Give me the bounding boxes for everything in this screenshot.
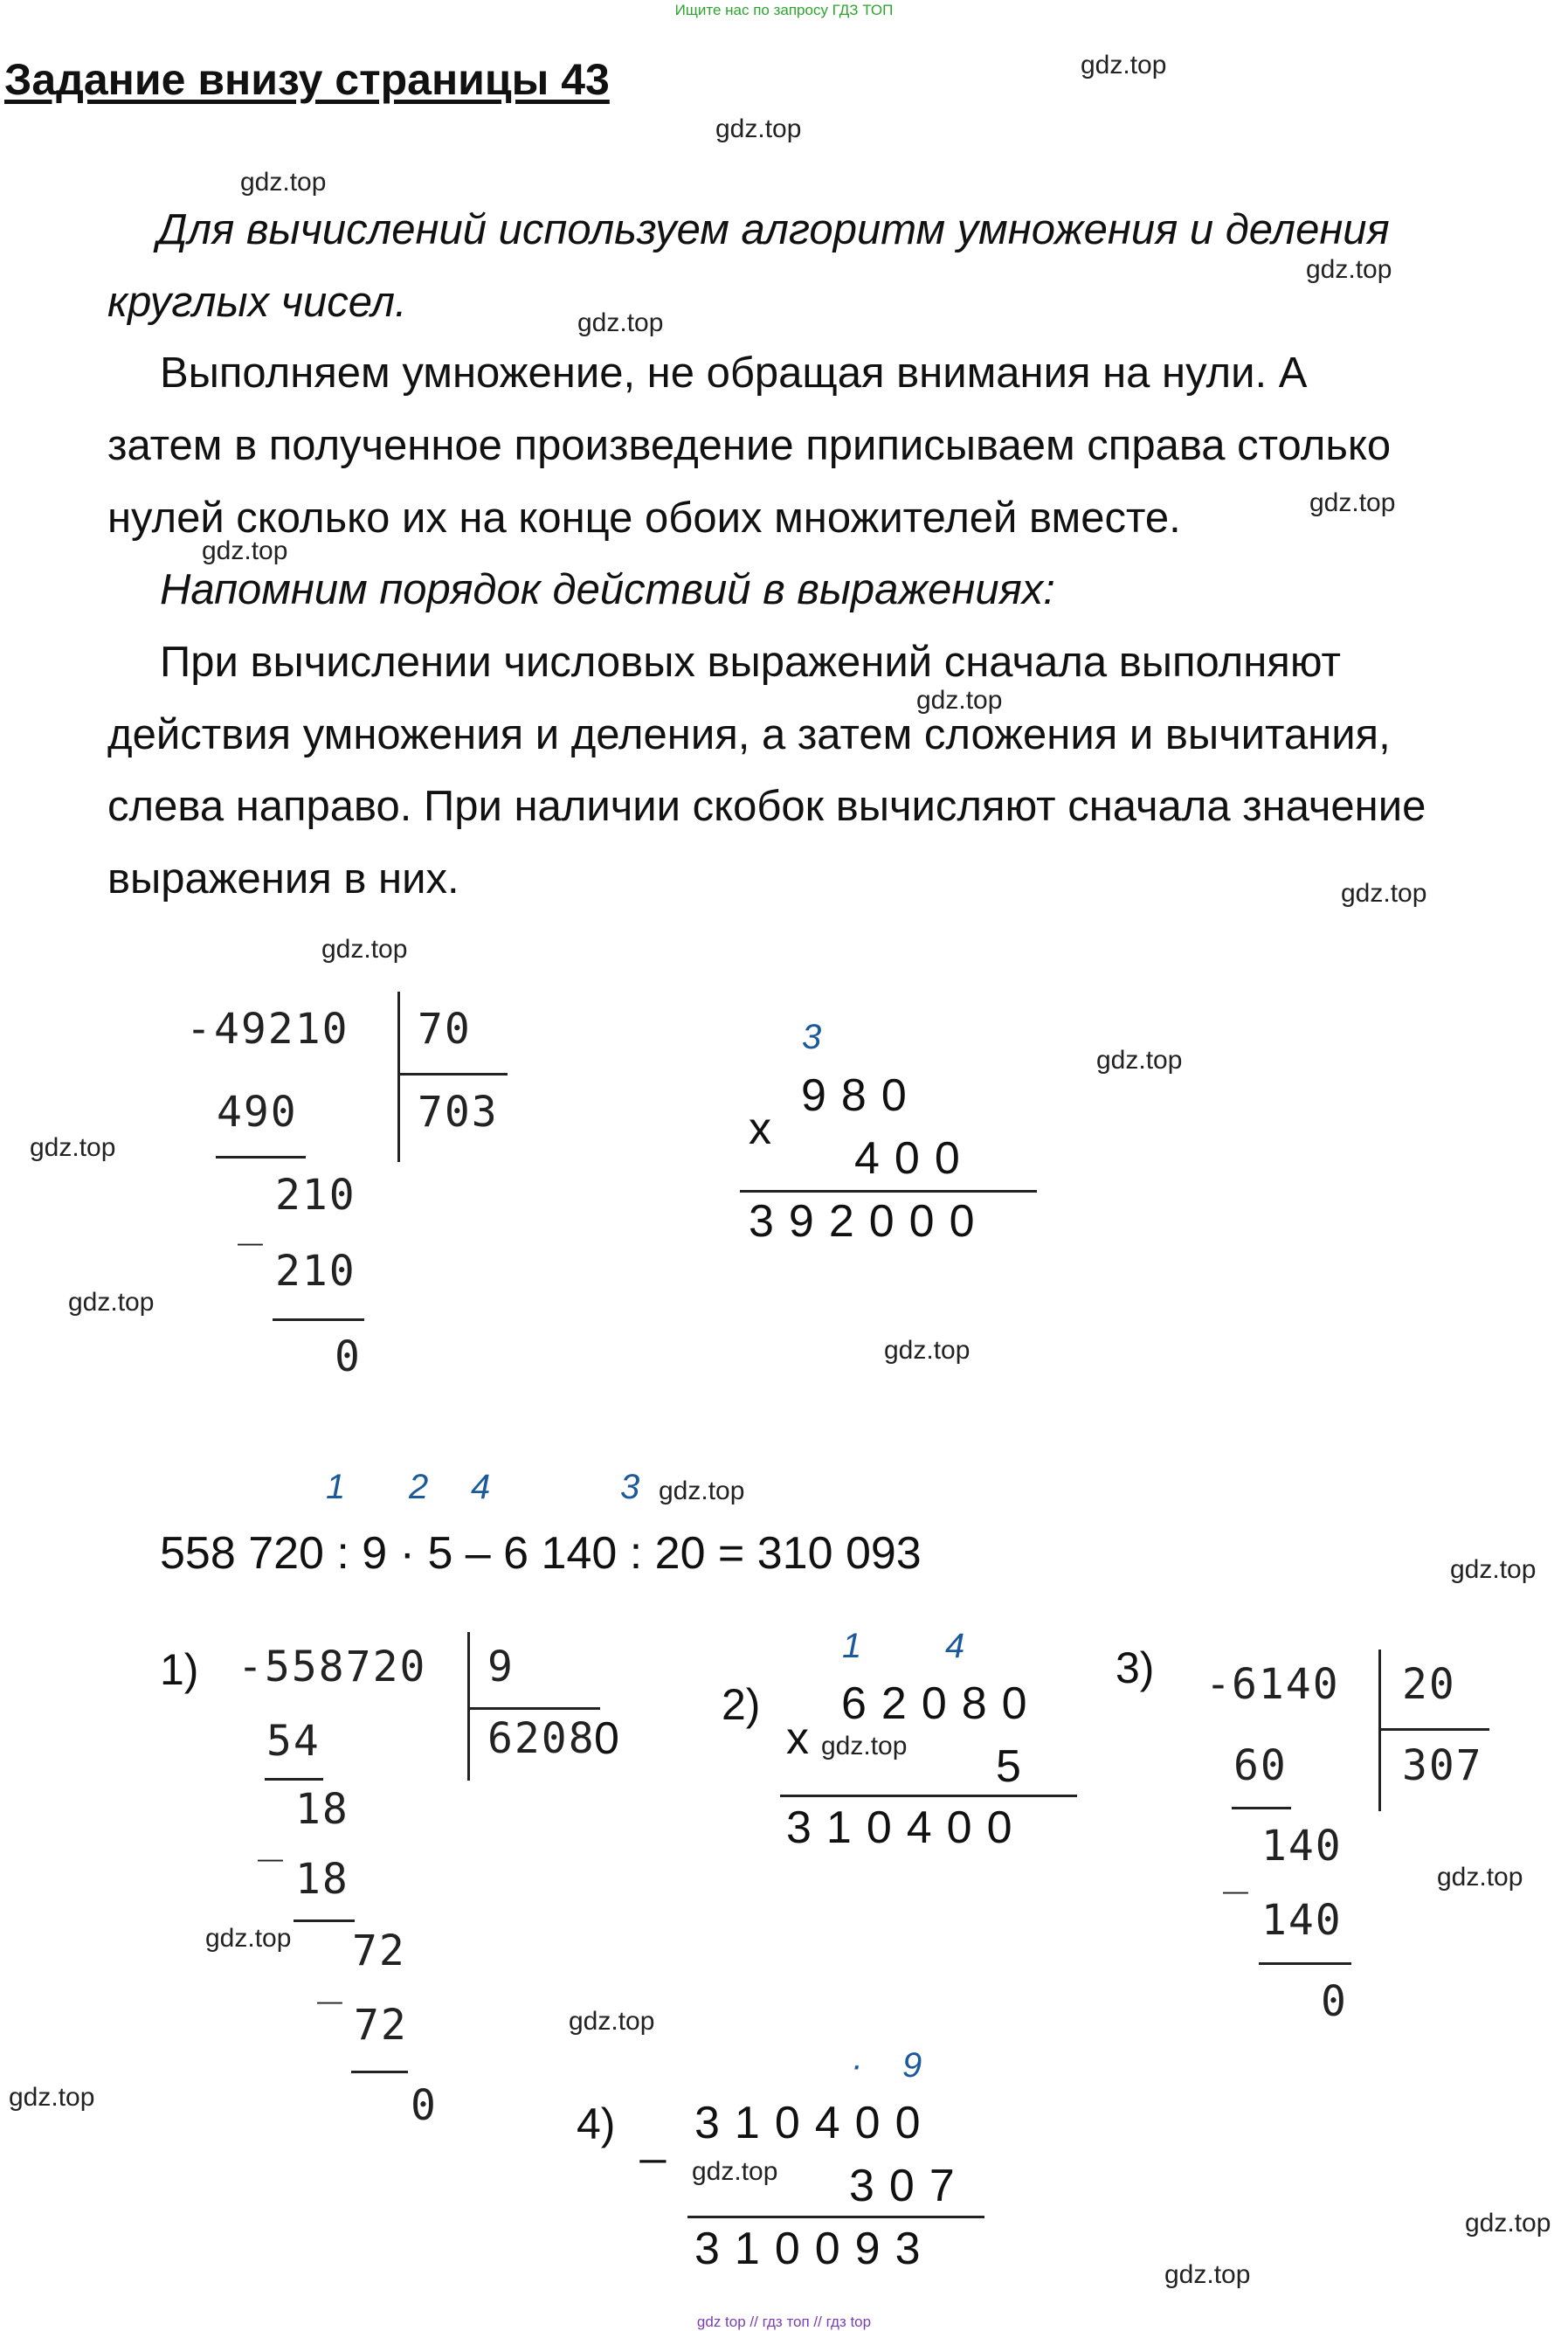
paragraph-line: Напомним порядок действий в выражениях: xyxy=(160,566,1055,613)
watermark: gdz.top xyxy=(715,114,802,143)
watermark: gdz.top xyxy=(569,2007,655,2036)
subtraction-line xyxy=(265,1778,323,1781)
subtraction-line xyxy=(216,1156,306,1159)
subtraction-line xyxy=(1259,1962,1351,1965)
watermark: gdz.top xyxy=(1164,2260,1251,2289)
paragraph-line: При вычислении числовых выражений сначала выполняют xyxy=(160,639,1341,686)
subtrahend: 210 xyxy=(275,1247,356,1296)
multiply-sign: х xyxy=(786,1713,809,1764)
subtrahend: 490 xyxy=(217,1088,298,1137)
step-label: 4) xyxy=(577,2099,616,2148)
product: 392000 xyxy=(749,1196,990,1247)
watermark: gdz.top xyxy=(916,686,1003,715)
remainder: 140 xyxy=(1261,1822,1343,1871)
watermark: gdz.top xyxy=(1437,1863,1523,1892)
watermark: gdz.top xyxy=(68,1288,155,1317)
watermark: gdz.top xyxy=(1309,488,1396,517)
minus-sign: _ xyxy=(1223,1845,1250,1894)
result-line xyxy=(740,1190,1037,1193)
minus-sign: _ xyxy=(317,1955,344,2004)
dividend: 6140 xyxy=(1232,1660,1340,1709)
minus-sign: - xyxy=(186,1005,213,1054)
paragraph-line: круглых чисел. xyxy=(107,279,407,326)
subtraction-line xyxy=(351,2071,408,2073)
watermark: gdz.top xyxy=(1306,255,1392,284)
subtrahend: 140 xyxy=(1261,1896,1343,1945)
carry-digit: 3 xyxy=(802,1018,822,1056)
order-mark: 1 xyxy=(326,1468,346,1506)
dividend: 49210 xyxy=(214,1005,349,1054)
watermark: gdz.top xyxy=(202,536,288,565)
watermark: gdz.top xyxy=(884,1336,971,1365)
carry-digit: 1 xyxy=(842,1627,862,1665)
minus-sign: _ xyxy=(640,2113,666,2164)
watermark: gdz.top xyxy=(205,1924,292,1953)
divisor: 20 xyxy=(1402,1660,1456,1709)
paragraph-line: выражения в них. xyxy=(107,855,459,903)
watermark: gdz.top xyxy=(1465,2209,1551,2238)
remainder: 0 xyxy=(411,2081,438,2130)
paragraph-line: Для вычислений используем алгоритм умножения и деления xyxy=(157,206,1390,253)
borrow-mark: · xyxy=(851,2046,863,2085)
subtraction-line xyxy=(273,1318,364,1321)
division-bar-horizontal xyxy=(399,1073,508,1076)
subtrahend: 54 xyxy=(266,1717,321,1766)
bottom-banner: gdz top // гдз топ // гдз top xyxy=(696,2314,872,2330)
subtrahend: 18 xyxy=(295,1855,349,1904)
quotient: 703 xyxy=(418,1088,499,1137)
subtraction-line xyxy=(294,1919,355,1922)
watermark: gdz.top xyxy=(1450,1555,1537,1584)
expression: 558 720 : 9 · 5 – 6 140 : 20 = 310 093 xyxy=(160,1528,922,1579)
minus-sign: _ xyxy=(238,1197,265,1246)
watermark: gdz.top xyxy=(577,308,664,337)
page-title: Задание внизу страницы 43 xyxy=(4,55,610,104)
minus-sign: _ xyxy=(258,1813,285,1862)
subtraction-line xyxy=(1232,1807,1291,1809)
division-bar-horizontal xyxy=(1380,1728,1489,1731)
watermark: gdz.top xyxy=(1081,51,1167,80)
remainder: 0 xyxy=(1321,1977,1348,2026)
watermark: gdz.top xyxy=(821,1732,908,1760)
order-mark: 4 xyxy=(471,1468,491,1506)
remainder: 0 xyxy=(335,1332,362,1381)
quotient-appended-zero: 0 xyxy=(594,1713,619,1764)
division-bar-horizontal xyxy=(469,1707,600,1710)
paragraph-line: нулей сколько их на конце обоих множителей вместе. xyxy=(107,495,1181,542)
minus-sign: - xyxy=(238,1643,265,1691)
multiply-sign: х xyxy=(749,1103,771,1154)
borrow-mark: 9 xyxy=(902,2046,922,2085)
remainder: 72 xyxy=(352,1926,406,1975)
difference: 310093 xyxy=(694,2224,936,2274)
paragraph-line: слева направо. При наличии скобок вычисляют сначала значение xyxy=(107,783,1426,830)
minus-sign: - xyxy=(1205,1660,1233,1709)
watermark: gdz.top xyxy=(1096,1046,1183,1075)
division-bar-vertical xyxy=(397,992,400,1162)
subtrahend: 72 xyxy=(354,2001,408,2050)
minuend: 310400 xyxy=(694,2098,936,2148)
paragraph-line: затем в полученное произведение приписываем справа столько xyxy=(107,422,1392,469)
quotient: 307 xyxy=(1402,1741,1483,1790)
order-mark: 3 xyxy=(620,1468,640,1506)
subtrahend: 60 xyxy=(1233,1741,1288,1790)
multiplicand: 980 xyxy=(801,1070,922,1121)
paragraph-line: действия умножения и деления, а затем сложения и вычитания, xyxy=(107,711,1391,758)
multiplicand: 62080 xyxy=(841,1678,1042,1729)
watermark: gdz.top xyxy=(240,168,327,197)
step-label: 2) xyxy=(722,1680,761,1729)
result-line xyxy=(687,2216,984,2218)
order-mark: 2 xyxy=(409,1468,429,1506)
divisor: 9 xyxy=(487,1643,515,1691)
quotient: 6208 xyxy=(487,1714,596,1763)
top-banner: Ищите нас по запросу ГДЗ ТОП xyxy=(674,2,894,18)
watermark: gdz.top xyxy=(9,2083,95,2112)
result-line xyxy=(780,1795,1077,1797)
remainder: 18 xyxy=(295,1785,349,1834)
watermark: gdz.top xyxy=(321,935,408,964)
watermark: gdz.top xyxy=(659,1477,745,1505)
watermark: gdz.top xyxy=(692,2157,778,2186)
division-bar-vertical xyxy=(467,1632,470,1781)
remainder: 210 xyxy=(275,1171,356,1220)
watermark: gdz.top xyxy=(1341,879,1427,908)
dividend: 558720 xyxy=(265,1643,427,1691)
watermark: gdz.top xyxy=(30,1133,116,1162)
subtrahend: 307 xyxy=(849,2161,970,2211)
product: 310400 xyxy=(786,1802,1027,1853)
divisor: 70 xyxy=(418,1005,472,1054)
multiplier: 5 xyxy=(996,1741,1036,1792)
step-label: 3) xyxy=(1116,1643,1155,1692)
paragraph-line: Выполняем умножение, не обращая внимания на нули. А xyxy=(160,349,1308,397)
multiplier: 400 xyxy=(854,1133,975,1184)
step-label: 1) xyxy=(160,1645,199,1694)
carry-digit: 4 xyxy=(945,1627,965,1665)
